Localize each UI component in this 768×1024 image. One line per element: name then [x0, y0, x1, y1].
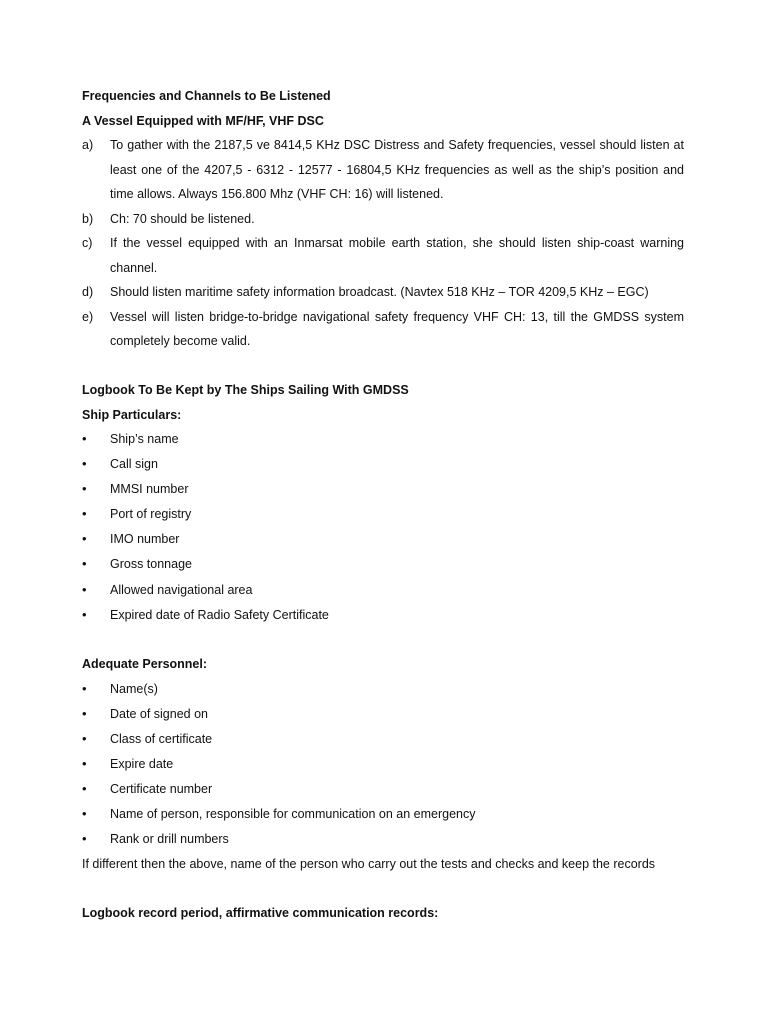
list-item [82, 603, 684, 628]
bullet-icon: • [82, 705, 87, 721]
bullet-icon: • [82, 831, 87, 847]
list-marker: c) [82, 236, 93, 250]
list-item [82, 802, 684, 827]
list-item-text: Ship’s name [110, 432, 179, 446]
list-item-text: Class of certificate [110, 731, 213, 746]
list-item-text: Expire date [110, 757, 174, 772]
bullet-icon: • [82, 531, 87, 547]
list-item-text: Certificate number [110, 782, 213, 797]
list-item-text: Gross tonnage [110, 557, 192, 572]
list-item-text: IMO number [110, 532, 180, 547]
list-item [82, 578, 684, 603]
list-item-text: Allowed navigational area [110, 582, 253, 597]
bullet-icon: • [82, 556, 87, 572]
list-item-text: Should listen maritime safety information broadcast. (Navtex 518 KHz – TOR 4209,5 KHz – EGC) [110, 285, 649, 299]
list-item [82, 452, 684, 477]
section-title-record-period: Logbook record period, affirmative communication records: [82, 906, 439, 921]
list-item [82, 702, 684, 727]
list-item-text: Rank or drill numbers [110, 832, 229, 847]
list-item [82, 752, 684, 777]
list-marker: a) [82, 138, 94, 152]
bullet-icon: • [82, 806, 87, 822]
bullet-icon: • [82, 680, 87, 696]
list-item [82, 502, 684, 527]
list-item-text: MMSI number [110, 482, 189, 497]
spacer [82, 354, 684, 379]
bullet-icon: • [82, 781, 87, 797]
list-item [82, 527, 684, 552]
list-item-text: If the vessel equipped with an Inmarsat mobile earth station, she should listen ship-coast warning channel. [110, 236, 684, 275]
list-item [82, 677, 684, 702]
bullet-icon: • [82, 606, 87, 622]
list-item-text: Ch: 70 should be listened. [110, 211, 255, 226]
bullet-icon: • [82, 756, 87, 772]
list-item-e [82, 305, 684, 354]
list-item-text: Expired date of Radio Safety Certificate [110, 607, 329, 622]
list-marker: b) [82, 211, 94, 226]
list-item [82, 727, 684, 752]
list-item-c [82, 231, 684, 280]
document-body [82, 84, 684, 926]
list-item-a [82, 133, 684, 207]
list-marker: e) [82, 309, 94, 324]
list-item-text: Call sign [110, 457, 158, 472]
bullet-icon: • [82, 456, 87, 472]
list-item-d [82, 280, 684, 305]
list-item-text: Name of person, responsible for communication on an emergency [110, 807, 476, 822]
list-item-text: To gather with the 2187,5 ve 8414,5 KHz DSC Distress and Safety frequencies, vessel should listen at least one of the 4207,5 - 6312 - 12577 - 16804,5 KHz frequencies as well as the ship’s position and time allows. Always 156.800 Mhz (VHF CH: 16) will listened. [110, 138, 684, 201]
list-item-text: Date of signed on [110, 706, 208, 721]
bullet-icon: • [82, 730, 87, 746]
records-note: If different then the above, name of the person who carry out the tests and checks and keep the records [82, 857, 656, 872]
section-title-frequencies: Frequencies and Channels to Be Listened [82, 89, 331, 103]
list-item [82, 477, 684, 502]
spacer [82, 628, 684, 653]
spacer [82, 877, 684, 902]
bullet-icon: • [82, 431, 87, 446]
section-subtitle-vessel: A Vessel Equipped with MF/HF, VHF DSC [82, 113, 324, 128]
list-item [82, 777, 684, 802]
bullet-icon: • [82, 581, 87, 597]
list-item [82, 827, 684, 852]
bullet-icon: • [82, 481, 87, 497]
section-title-personnel: Adequate Personnel: [82, 657, 208, 672]
list-item-b [82, 207, 684, 232]
list-item [82, 427, 684, 452]
list-item-text: Name(s) [110, 681, 158, 696]
list-item-text: Port of registry [110, 507, 192, 522]
list-item-text: Vessel will listen bridge-to-bridge navigational safety frequency VHF CH: 13, till the GMDSS system completely become valid. [110, 309, 684, 348]
bullet-icon: • [82, 506, 87, 522]
list-marker: d) [82, 285, 94, 299]
section-title-logbook: Logbook To Be Kept by The Ships Sailing With GMDSS [82, 383, 409, 397]
section-subtitle-ship-particulars: Ship Particulars: [82, 407, 182, 422]
list-item [82, 552, 684, 577]
